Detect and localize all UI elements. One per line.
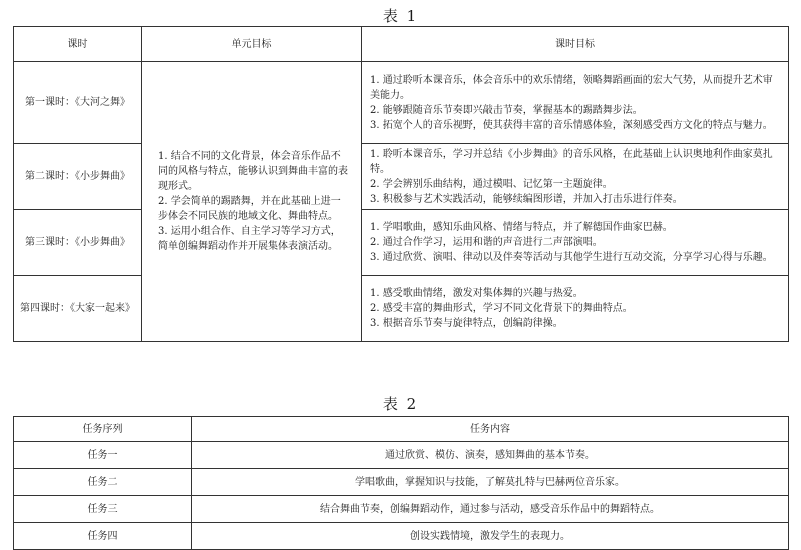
lesson-goal-item: 3. 根据音乐节奏与旋律特点，创编韵律操。 (370, 318, 563, 329)
task-label: 任务一 (14, 442, 192, 469)
lesson-name: 第四课时：《大家一起来》 (14, 276, 142, 342)
lesson-name: 第一课时：《大河之舞》 (14, 62, 142, 144)
header-task-sequence: 任务序列 (14, 417, 192, 442)
task-content: 通过欣赏、模仿、演奏，感知舞曲的基本节奏。 (192, 442, 789, 469)
table2-caption: 表 2 (382, 395, 419, 413)
lesson-goals-cell (362, 62, 789, 144)
task-table (13, 416, 789, 550)
lesson-goals-cell (362, 276, 789, 342)
header-lesson-goals: 课时目标 (362, 27, 789, 62)
lesson-goal-item: 3. 拓宽个人的音乐视野，使其获得丰富的音乐情感体验，深刻感受西方文化的特点与魅力。 (370, 119, 773, 131)
task-label: 任务三 (14, 496, 192, 523)
lesson-goals-cell (362, 144, 789, 210)
table-row (14, 210, 789, 276)
table-row (14, 276, 789, 342)
table-row (14, 62, 789, 144)
unit-goal-item: 3. 运用小组合作、自主学习等学习方式，简单创编舞蹈动作并开展集体表演活动。 (158, 226, 341, 252)
table-row (14, 144, 789, 210)
header-unit-goals: 单元目标 (142, 27, 362, 62)
lesson-name: 第三课时：《小步舞曲》 (14, 210, 142, 276)
task-label: 任务四 (14, 523, 192, 550)
lesson-goals-table (13, 26, 789, 342)
unit-goals-cell (142, 62, 362, 342)
table-header-row (14, 417, 789, 442)
task-label: 任务二 (14, 469, 192, 496)
lesson-goal-item: 2. 感受丰富的舞曲形式，学习不同文化背景下的舞曲特点。 (370, 303, 633, 314)
table-row (14, 496, 789, 523)
unit-goal-item: 1. 结合不同的文化背景，体会音乐作品不同的风格与特点，能够认识到舞曲丰富的表现形式。 (158, 151, 348, 192)
lesson-goals-cell (362, 210, 789, 276)
lesson-goal-item: 1. 感受歌曲情绪，激发对集体舞的兴趣与热爱。 (370, 288, 583, 299)
task-content: 结合舞曲节奏，创编舞蹈动作，通过参与活动，感受音乐作品中的舞蹈特点。 (192, 496, 789, 523)
table-row (14, 442, 789, 469)
table-row (14, 469, 789, 496)
lesson-goal-item: 2. 能够跟随音乐节奏即兴敲击节奏，掌握基本的踢踏舞步法。 (370, 104, 643, 116)
header-task-content: 任务内容 (192, 417, 789, 442)
task-content: 学唱歌曲，掌握知识与技能，了解莫扎特与巴赫两位音乐家。 (192, 469, 789, 496)
lesson-goal-item: 3. 积极参与艺术实践活动，能够续编图形谱，并加入打击乐进行伴奏。 (370, 193, 683, 205)
lesson-goal-item: 3. 通过欣赏、演唱、律动以及伴奏等活动与其他学生进行互动交流，分享学习心得与乐趣。 (370, 252, 773, 263)
table-row (14, 523, 789, 550)
header-lesson: 课时 (14, 27, 142, 62)
task-content: 创设实践情境，激发学生的表现力。 (192, 523, 789, 550)
unit-goal-item: 2. 学会简单的踢踏舞，并在此基础上进一步体会不同民族的地域文化、舞曲特点。 (158, 196, 341, 222)
table1-caption: 表 1 (382, 7, 419, 25)
lesson-goal-item: 1. 聆听本课音乐，学习并总结《小步舞曲》的音乐风格，在此基础上认识奥地利作曲家莫扎特。 (370, 148, 773, 175)
table-header-row (14, 27, 789, 62)
lesson-goal-item: 2. 学会辨别乐曲结构，通过模唱、记忆第一主题旋律。 (370, 178, 613, 190)
lesson-goal-item: 1. 通过聆听本课音乐，体会音乐中的欢乐情绪，领略舞蹈画面的宏大气势，从而提升艺术审美能力。 (370, 74, 773, 101)
lesson-goal-item: 2. 通过合作学习，运用和谐的声音进行二声部演唱。 (370, 237, 603, 248)
lesson-name: 第二课时：《小步舞曲》 (14, 144, 142, 210)
lesson-goal-item: 1. 学唱歌曲，感知乐曲风格、情绪与特点，并了解德国作曲家巴赫。 (370, 222, 673, 233)
